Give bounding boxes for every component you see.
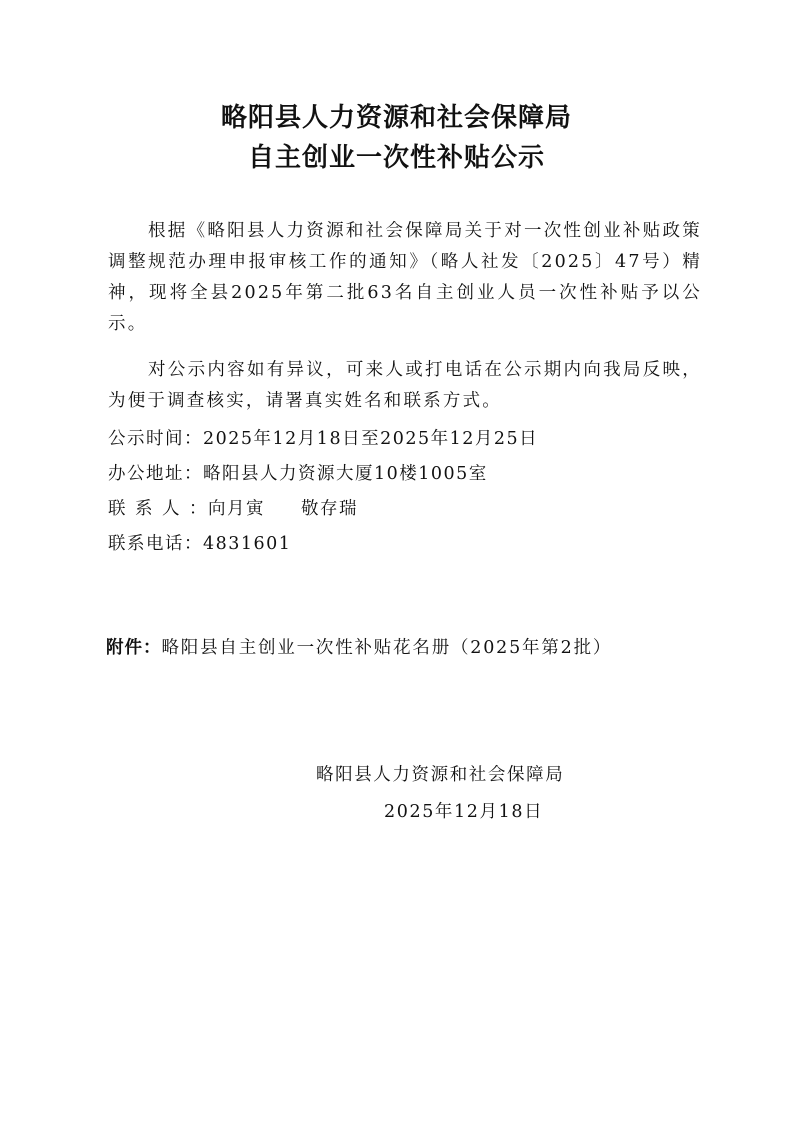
publicity-time-value: 2025年12月18日至2025年12月25日 (203, 429, 539, 449)
contact-phone-label: 联系电话： (108, 534, 203, 554)
paragraph-notice-basis: 根据《略阳县人力资源和社会保障局关于对一次性创业补贴政策调整规范办理申报审核工作的通知》（略人社发〔2025〕47号）精神，现将全县2025年第二批63名自主创业人员一次性补贴予以公示。 (108, 221, 702, 334)
contact-person-colon: ： (189, 499, 208, 519)
office-address-label: 办公地址： (108, 464, 203, 484)
contact-person-2: 敬存瑞 (301, 499, 358, 519)
document-title-line-1: 略阳县人力资源和社会保障局 (220, 103, 572, 133)
attachment-line (106, 633, 612, 664)
document-title-line-2: 自主创业一次性补贴公示 (247, 143, 545, 173)
contact-phone-value: 4831601 (203, 534, 292, 554)
publicity-time-line (108, 424, 538, 455)
contact-person-label: 联系人 (108, 499, 189, 519)
contact-person-line (108, 494, 358, 525)
attachment-title: 略阳县自主创业一次性补贴花名册（2025年第2批） (161, 638, 613, 658)
signature-organization: 略阳县人力资源和社会保障局 (316, 765, 565, 785)
office-address-line (108, 459, 488, 490)
contact-phone-line (108, 529, 291, 560)
signature-date: 2025年12月18日 (384, 802, 544, 822)
attachment-label: 附件： (106, 638, 162, 658)
office-address-value: 略阳县人力资源大厦10楼1005室 (203, 464, 488, 484)
contact-person-1: 向月寅 (208, 499, 265, 519)
publicity-time-label: 公示时间： (108, 429, 203, 449)
paragraph-objection-instructions: 对公示内容如有异议，可来人或打电话在公示期内向我局反映，为便于调查核实，请署真实姓名和联系方式。 (108, 360, 702, 411)
